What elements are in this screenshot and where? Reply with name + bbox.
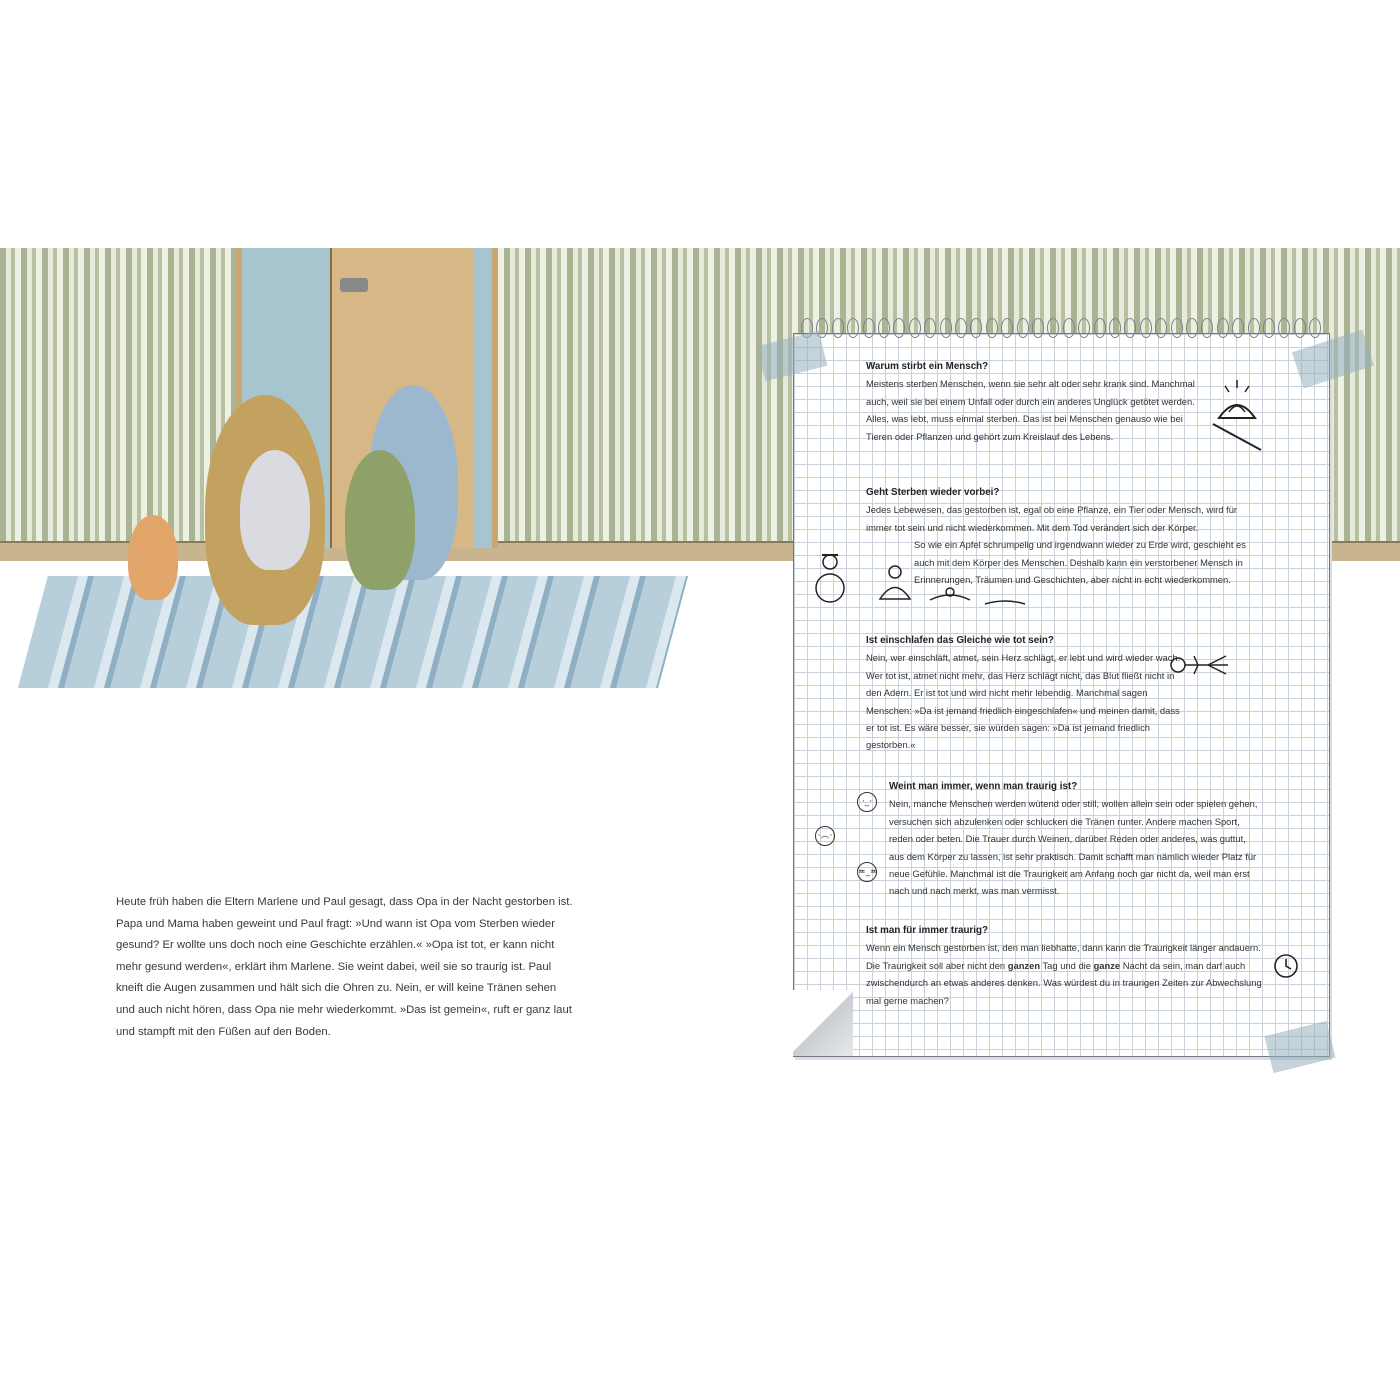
spiral-ring (1278, 318, 1290, 338)
section-body-end: Nacht da sein, man darf auch zwischendurch an etwas anderes denken. Was würdest du in traurigen Zeiten zur Abwechslung mal gerne machen? (866, 959, 1262, 1006)
spiral-ring (1232, 318, 1244, 338)
sad-face-icon: ·︵· (815, 826, 835, 846)
spiral-ring (986, 318, 998, 338)
notepad-section-5 (866, 922, 1266, 1009)
section-emphasis: ganzen (1007, 959, 1041, 971)
section-heading: Warum stirbt ein Mensch? (866, 361, 989, 372)
neutral-face-icon: ·_· (857, 792, 877, 812)
spiral-ring (878, 318, 890, 338)
section-body: Nein, manche Menschen werden wütend oder still, wollen allein sein oder spielen gehen, versuchen sich abzulenken oder schlucken die Tränen runter. Andere machen Sport, reden oder beten. Die Trauer durch Weinen, darüber Reden oder anderes, was guttut, aus dem Körper zu lassen, ist sehr praktisch. Damit schafft man nämlich wieder Platz für neue Gefühle. Manchmal ist die Traurigkeit am Anfang noch gar nicht da, weil man erst nach und nach merkt, was man vermisst. (889, 798, 1258, 897)
door-handle-icon (340, 278, 368, 292)
spiral-ring (1109, 318, 1121, 338)
striped-rug (18, 576, 688, 688)
spiral-ring (1263, 318, 1275, 338)
spiral-ring (1047, 318, 1059, 338)
story-paragraph-block (116, 892, 576, 1043)
spiral-ring (863, 318, 875, 338)
spiral-ring (1309, 318, 1321, 338)
spiral-ring (1248, 318, 1260, 338)
melting-snowman-icon (800, 544, 1030, 612)
marlene-figure (240, 450, 310, 570)
section-heading: Ist einschlafen das Gleiche wie tot sein? (866, 635, 1054, 646)
notepad-section-4 (889, 778, 1259, 900)
spiral-ring (1186, 318, 1198, 338)
spiral-ring (1078, 318, 1090, 338)
section-heading: Geht Sterben wieder vorbei? (866, 487, 1000, 498)
spiral-ring (1001, 318, 1013, 338)
spiral-ring (893, 318, 905, 338)
notepad-section-1 (866, 358, 1196, 445)
sleeping-figure-icon (1168, 652, 1240, 678)
section-emphasis: ganze (1093, 959, 1121, 971)
paul-figure (345, 450, 415, 590)
clock-icon (1272, 952, 1300, 980)
spiral-ring (1171, 318, 1183, 338)
spiral-ring (909, 318, 921, 338)
spiral-ring (1063, 318, 1075, 338)
section-body: Nein, wer einschläft, atmet, sein Herz schlägt, er lebt und wird wieder wach. Wer tot ist, atmet nicht mehr, das Herz schlägt nicht, das Blut fließt nicht in den Adern. Er ist tot und wird nicht mehr lebendig. Manchmal sagen Menschen: »Da ist jemand friedlich eingeschlafen« und meinen damit, dass er tot ist. Es wäre besser, sie würden sagen: »Da ist jemand friedlich gestorben.« (866, 652, 1181, 751)
spiral-ring (1201, 318, 1213, 338)
story-paragraph: Heute früh haben die Eltern Marlene und Paul gesagt, dass Opa in der Nacht gestorben ist. Papa und Mama haben geweint und Paul fragt: »Und wann ist Opa vom Sterben wieder gesund? Er wollte uns doch noch eine Geschichte erzählen.« »Opa ist tot, er kann nicht mehr gesund werden«, erklärt ihm Marlene. Sie weint dabei, weil sie so traurig ist. Paul kneift die Augen zusammen und hält sich die Ohren zu. Nein, er will keine Tränen sehen und auch nicht hören, dass Opa nie mehr wiederkommt. »Das ist gemein«, ruft er ganz laut und stampft mit den Füßen auf den Boden. (116, 896, 573, 1038)
spiral-ring (1032, 318, 1044, 338)
section-heading: Ist man für immer traurig? (866, 925, 988, 936)
page-curl (793, 990, 853, 1056)
section-body-start: Wenn ein Mensch gestorben ist, den man liebhatte, dann kann die Traurigkeit länger andauern. Die Traurigkeit soll aber nicht den (866, 942, 1261, 971)
frown-face-icon: ≖_≖ (857, 862, 877, 882)
spiral-ring (1140, 318, 1152, 338)
spiral-ring (1124, 318, 1136, 338)
spiral-ring (970, 318, 982, 338)
ambulance-light-icon (1205, 372, 1269, 456)
spiral-ring (1094, 318, 1106, 338)
section-body-continued: So wie ein Apfel schrumpelig und irgendwann wieder zu Erde wird, geschieht es auch mit dem Körper des Menschen. Deshalb kann ein verstorbener Mensch in Erinnerungen, Träumen und Geschichten, aber nicht in echt wiederkommen. (914, 539, 1246, 586)
spiral-ring (1017, 318, 1029, 338)
section-body: Jedes Lebewesen, das gestorben ist, egal ob eine Pflanze, ein Tier oder Mensch, wird für immer tot sein und nicht wiederkommen. Mit dem Tod verändert sich der Körper. (866, 504, 1238, 533)
spiral-ring (924, 318, 936, 338)
section-body: Meistens sterben Menschen, wenn sie sehr alt oder sehr krank sind. Manchmal auch, weil sie bei einem Unfall oder durch ein anderes Unglück getötet werden. Alles, was lebt, muss einmal sterben. Das ist bei Menschen genauso wie bei Tieren oder Pflanzen und gehört zum Kreislauf des Lebens. (866, 378, 1195, 442)
notepad-spiral (793, 318, 1328, 340)
spiral-ring (847, 318, 859, 338)
spiral-ring (832, 318, 844, 338)
spiral-ring (1217, 318, 1229, 338)
spiral-ring (1155, 318, 1167, 338)
spiral-ring (955, 318, 967, 338)
spiral-ring (940, 318, 952, 338)
section-body (866, 939, 1266, 1009)
section-heading: Weint man immer, wenn man traurig ist? (889, 781, 1078, 792)
notepad-section-3 (866, 632, 1186, 754)
spiral-ring (1294, 318, 1306, 338)
cat-figure (128, 515, 178, 600)
section-body-mid: Tag und die (1040, 959, 1094, 971)
